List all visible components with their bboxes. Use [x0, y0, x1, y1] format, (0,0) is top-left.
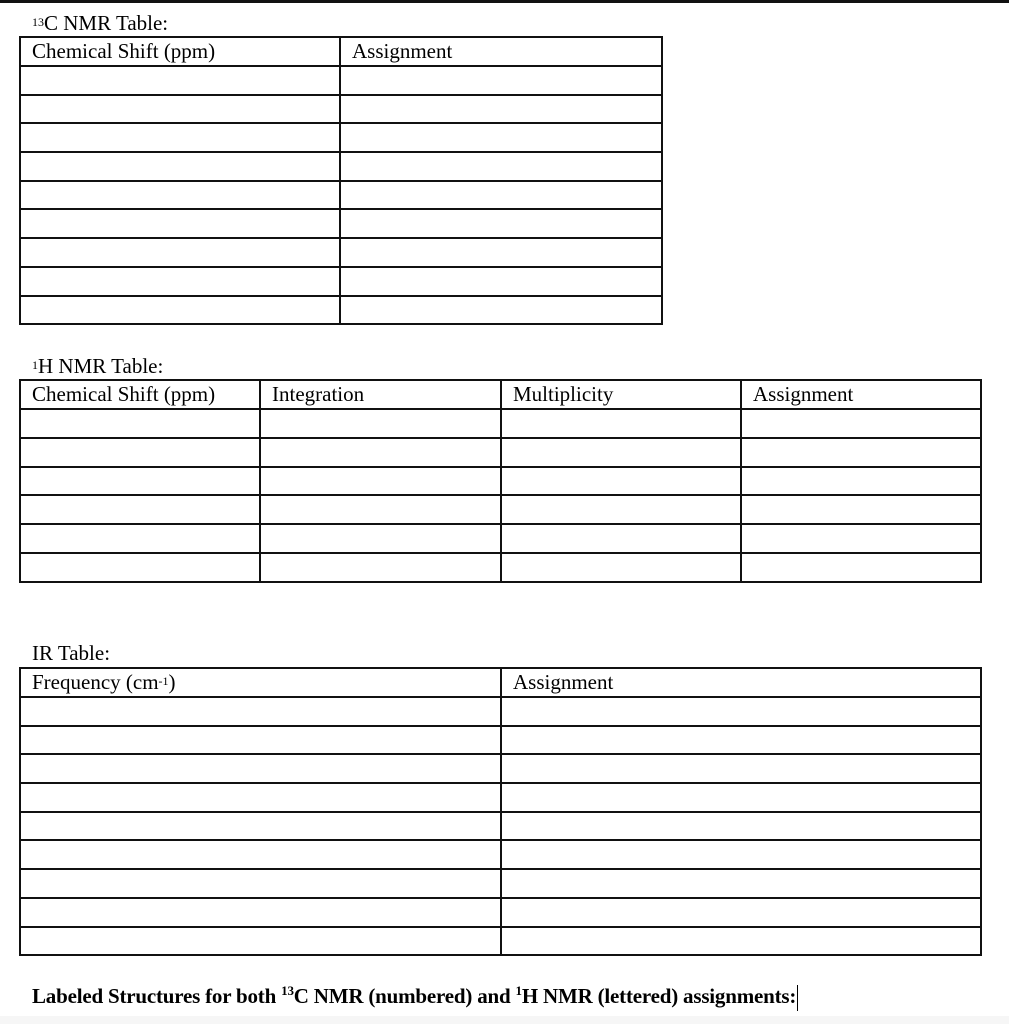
table-cell[interactable]: [20, 267, 340, 296]
table-cell[interactable]: [260, 553, 501, 582]
table-cell[interactable]: [501, 840, 981, 869]
table-cell[interactable]: [340, 296, 662, 325]
table-cell[interactable]: [20, 467, 260, 496]
table-cell[interactable]: [340, 181, 662, 210]
table-cell[interactable]: [741, 438, 981, 467]
table-cell[interactable]: [20, 812, 501, 841]
table-cell[interactable]: [20, 927, 501, 956]
table-cell[interactable]: [501, 754, 981, 783]
table-row: [20, 209, 662, 238]
table-cell[interactable]: [20, 726, 501, 755]
title-text: C NMR Table:: [44, 11, 169, 35]
page-bottom-shade: [0, 1016, 1009, 1024]
table-cell[interactable]: [20, 95, 340, 124]
superscript: 1: [515, 983, 522, 998]
superscript: 13: [32, 15, 44, 29]
column-header-chemical-shift: Chemical Shift (ppm): [20, 37, 340, 66]
table-cell[interactable]: [260, 495, 501, 524]
heading-text: Labeled Structures for both: [32, 984, 282, 1008]
column-header-multiplicity: Multiplicity: [501, 380, 741, 409]
column-header-assignment: Assignment: [741, 380, 981, 409]
table-cell[interactable]: [501, 467, 741, 496]
table-cell[interactable]: [20, 152, 340, 181]
table-cell[interactable]: [501, 783, 981, 812]
column-header-assignment: Assignment: [501, 668, 981, 697]
table-cell[interactable]: [501, 812, 981, 841]
table-row: [20, 66, 662, 95]
table-row: [20, 267, 662, 296]
c13-table-title: [32, 11, 168, 35]
table-cell[interactable]: [260, 524, 501, 553]
table-row: [20, 409, 981, 438]
table-cell[interactable]: [741, 409, 981, 438]
table-cell[interactable]: [340, 238, 662, 267]
header-text: Frequency (cm: [32, 670, 159, 694]
table-row: [20, 898, 981, 927]
table-row: [20, 927, 981, 956]
table-row: [20, 238, 662, 267]
superscript: 13: [281, 983, 294, 998]
header-text: ): [168, 670, 176, 694]
table-row: [20, 181, 662, 210]
ir-table: [19, 667, 982, 956]
table-cell[interactable]: [340, 152, 662, 181]
table-cell[interactable]: [501, 438, 741, 467]
table-cell[interactable]: [501, 409, 741, 438]
table-cell[interactable]: [501, 553, 741, 582]
title-text: H NMR Table:: [38, 354, 164, 378]
table-cell[interactable]: [501, 869, 981, 898]
table-cell[interactable]: [20, 840, 501, 869]
table-row: [20, 697, 981, 726]
ir-table-title: IR Table:: [32, 641, 111, 665]
column-header-integration: Integration: [260, 380, 501, 409]
table-cell[interactable]: [20, 238, 340, 267]
table-cell[interactable]: [20, 181, 340, 210]
table-row: [20, 812, 981, 841]
table-cell[interactable]: [260, 467, 501, 496]
table-cell[interactable]: [501, 495, 741, 524]
table-row: [20, 869, 981, 898]
table-row: [20, 495, 981, 524]
table-cell[interactable]: [20, 783, 501, 812]
table-cell[interactable]: [20, 409, 260, 438]
table-cell[interactable]: [340, 95, 662, 124]
text-cursor: [797, 985, 798, 1011]
heading-text: H NMR (lettered) assignments:: [521, 984, 797, 1008]
table-cell[interactable]: [340, 267, 662, 296]
table-row: [20, 524, 981, 553]
table-row: [20, 726, 981, 755]
table-row: [20, 296, 662, 325]
table-cell[interactable]: [260, 438, 501, 467]
structures-heading[interactable]: [32, 984, 798, 1011]
table-cell[interactable]: [20, 869, 501, 898]
table-row: [20, 754, 981, 783]
heading-text: C NMR (numbered) and: [293, 984, 516, 1008]
table-cell[interactable]: [20, 553, 260, 582]
table-row: [20, 123, 662, 152]
table-cell[interactable]: [20, 495, 260, 524]
superscript: 1: [32, 358, 38, 372]
table-row: [20, 783, 981, 812]
table-cell[interactable]: [501, 898, 981, 927]
table-cell[interactable]: [20, 438, 260, 467]
superscript: -1: [158, 674, 169, 688]
table-cell[interactable]: [340, 209, 662, 238]
table-cell[interactable]: [20, 123, 340, 152]
table-cell[interactable]: [501, 524, 741, 553]
table-row: [20, 840, 981, 869]
top-border: [0, 0, 1009, 3]
table-cell[interactable]: [20, 66, 340, 95]
table-cell[interactable]: [340, 66, 662, 95]
table-cell[interactable]: [20, 754, 501, 783]
column-header-chemical-shift: Chemical Shift (ppm): [20, 380, 260, 409]
table-row: [20, 152, 662, 181]
table-cell[interactable]: [20, 898, 501, 927]
table-row: [20, 553, 981, 582]
h1-nmr-table: [19, 379, 982, 583]
table-cell[interactable]: [741, 467, 981, 496]
table-cell[interactable]: [501, 927, 981, 956]
table-cell[interactable]: [260, 409, 501, 438]
table-cell[interactable]: [501, 697, 981, 726]
table-row: [20, 438, 981, 467]
table-cell[interactable]: [501, 726, 981, 755]
table-cell[interactable]: [741, 495, 981, 524]
table-cell[interactable]: [20, 209, 340, 238]
table-cell[interactable]: [741, 524, 981, 553]
table-cell[interactable]: [340, 123, 662, 152]
table-row: [20, 467, 981, 496]
column-header-frequency: [20, 668, 501, 697]
h1-table-title: [32, 354, 163, 378]
c13-nmr-table: [19, 36, 663, 325]
table-cell[interactable]: [20, 697, 501, 726]
table-row: [20, 95, 662, 124]
table-cell[interactable]: [20, 296, 340, 325]
table-cell[interactable]: [741, 553, 981, 582]
column-header-assignment: Assignment: [340, 37, 662, 66]
table-cell[interactable]: [20, 524, 260, 553]
